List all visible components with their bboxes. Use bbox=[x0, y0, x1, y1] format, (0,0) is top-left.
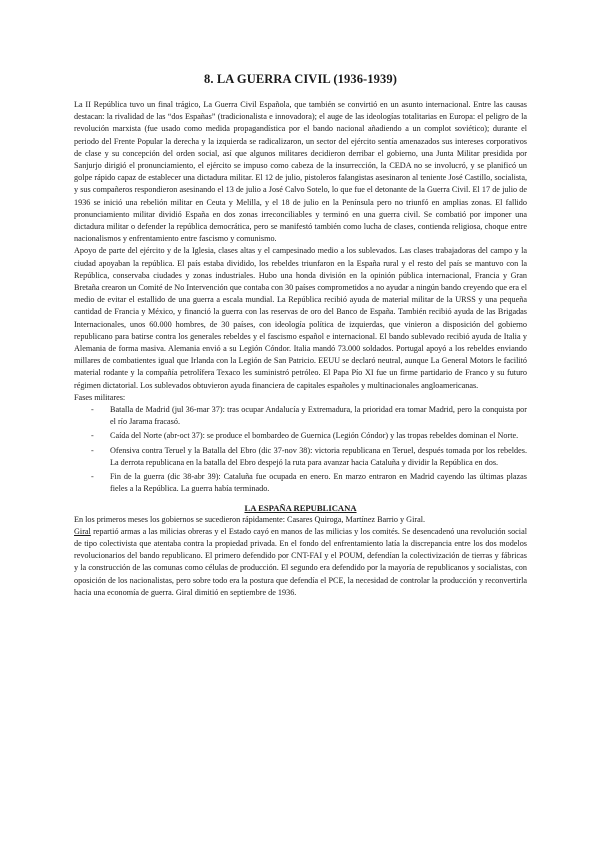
bullet-dash: - bbox=[91, 472, 94, 482]
bullet-dash: - bbox=[91, 405, 94, 415]
paragraph-causes: La II República tuvo un final trágico, La Guerra Civil Española, que también se convirtió en un asunto internacional. Entre las causas destacan: la rivalidad de las “dos Españas” (tradicionalista e innovadora); el auge de las ideologías totalitarias en Europa: el peligro de la revolución marxista (fue usado como medida propagandística por el bando nacional añadiendo a un complot soviético); durante el periodo del Frente Popular la derecha y la izquierda se radicalizaron, un sector del ejército sentía amenazados sus intereses corporativos de clase y su concepción del orden social, así que algunos militares decidieron derribar el gobierno, una Junta Militar presidida por Sanjurjo dirigió el pronunciamiento, el ejército se impuso como cabeza de la insurrección, la CEDA no se involucró, y se planificó un golpe rápido capaz de establecer una dictadura militar. El 12 de julio, pistoleros falangistas asesinaron al teniente José Castillo, socialista, y sus compañeros respondieron asesinando el 13 de julio a José Calvo Sotelo, lo que fue el detonante de la Guerra Civil. El 17 de julio de 1936 se inició una rebelión militar en Ceuta y Melilla, y el 18 de julio en la Península pero no triunfó en amplias zonas. El fallido pronunciamiento militar dividió España en dos zonas irreconciliables y terminó en una guerra civil. Se combatió por imponer una dictadura militar o defender la república democrática, pero se manifestó también como lucha de clases, contienda religiosa, choque entre nacionalismos y enfrentamiento entre fascismo y comunismo. bbox=[74, 100, 527, 244]
list-item bbox=[74, 430, 527, 442]
paragraph-support: Apoyo de parte del ejército y de la Iglesia, clases altas y el campesinado medio a los sublevados. Las clases trabajadoras del campo y la ciudad apoyaban la república. El país estaba dividido, los rebeldes triunfaron en la España rural y el resto del país se mantuvo con la República, conservaba ciudades y zonas industriales. Hubo una honda división en la opinión pública internacional, Francia y Gran Bretaña crearon un Comité de No Intervención que contaba con 30 países comprometidos a no ayudar a ningún bando creyendo que era el medio de evitar el estallido de una guerra a escala mundial. La República recibió ayuda de material militar de la URSS y una pequeña cantidad de Francia y México, y financió la guerra con las reservas de oro del Banco de España. También recibió ayuda de las Brigadas Internacionales, unos 60.000 hombres, de 30 países, con ideología política de izquierdas, que vinieron a disposición del gobierno republicano para batirse contra los generales rebeldes y el fascismo español e internacional. El bando sublevado recibió ayuda de Italia y Alemania de forma masiva. Alemania envió a su Legión Cóndor. Italia mandó 73.000 soldados. Portugal apoyó a los rebeldes enviando millares de combatientes igual que Irlanda con la Legión de San Patricio. EEUU se declaró neutral, aunque La General Motors le facilitó material rodante y la compañía petrolífera Texaco les suministró petróleo. El Papa Pío XI fue un firme partidario de Franco y su futuro régimen dictatorial. Los sublevados obtuvieron ayuda financiera de capitales españoles y multinacionales angloamericanas. bbox=[74, 246, 527, 390]
section-body bbox=[74, 526, 527, 599]
document-title: 8. LA GUERRA CIVIL (1936-1939) bbox=[204, 72, 397, 86]
phases-list bbox=[74, 404, 527, 495]
section-intro: En los primeros meses los gobiernos se sucedieron rápidamente: Casares Quiroga, Martínez Barrio y Giral. bbox=[74, 514, 426, 524]
section-body-text: repartió armas a las milicias obreras y el Estado cayó en manos de las milicias y los comités. Se desencadenó una revolución social de tipo colectivista que atentaba contra la propiedad privada. En el fondo del enfrentamiento latía la discrepancia entre los dos modelos revolucionarios del bando republicano. El primero defendido por CNT-FAI y el POUM, defendían la colectivización de tierras y fábricas y la construcción de las comunas como células de producción. El segundo era defendido por la mayoría de republicanos y socialistas, con oposición de los nacionalistas, pero sobre todo era la postura que defendía el PCE, la necesidad de controlar la producción y reconvertirla hacia una economía de guerra. Giral dimitió en septiembre de 1936. bbox=[74, 526, 527, 597]
phase-text: Ofensiva contra Teruel y la Batalla del Ebro (dic 37-nov 38): victoria republicana en Teruel, después tomada por los rebeldes. La derrota republicana en la batalla del Ebro despejó la ruta para avanzar hacia Cataluña y dividir la República en dos. bbox=[110, 445, 527, 467]
phase-text: Caída del Norte (abr-oct 37): se produce el bombardeo de Guernica (Legión Cóndor) y las tropas rebeldes dominan el Norte. bbox=[110, 431, 519, 441]
list-item bbox=[74, 404, 527, 428]
phase-text: Batalla de Madrid (jul 36-mar 37): tras ocupar Andalucía y Extremadura, la prioridad era tomar Madrid, pero la conquista por el río Jarama fracasó. bbox=[110, 405, 527, 427]
bullet-dash: - bbox=[91, 445, 94, 455]
phase-text: Fin de la guerra (dic 38-abr 39): Cataluña fue ocupada en enero. En marzo entraron en Madrid cayendo las últimas plazas fieles a la República. La guerra había terminado. bbox=[110, 472, 527, 494]
section-heading: LA ESPAÑA REPUBLICANA bbox=[244, 502, 357, 513]
document-page bbox=[74, 72, 527, 599]
phases-label: Fases militares: bbox=[74, 392, 126, 402]
list-item bbox=[74, 445, 527, 469]
list-item bbox=[74, 471, 527, 495]
giral-underlined: Giral bbox=[74, 526, 91, 536]
bullet-dash: - bbox=[91, 431, 94, 441]
